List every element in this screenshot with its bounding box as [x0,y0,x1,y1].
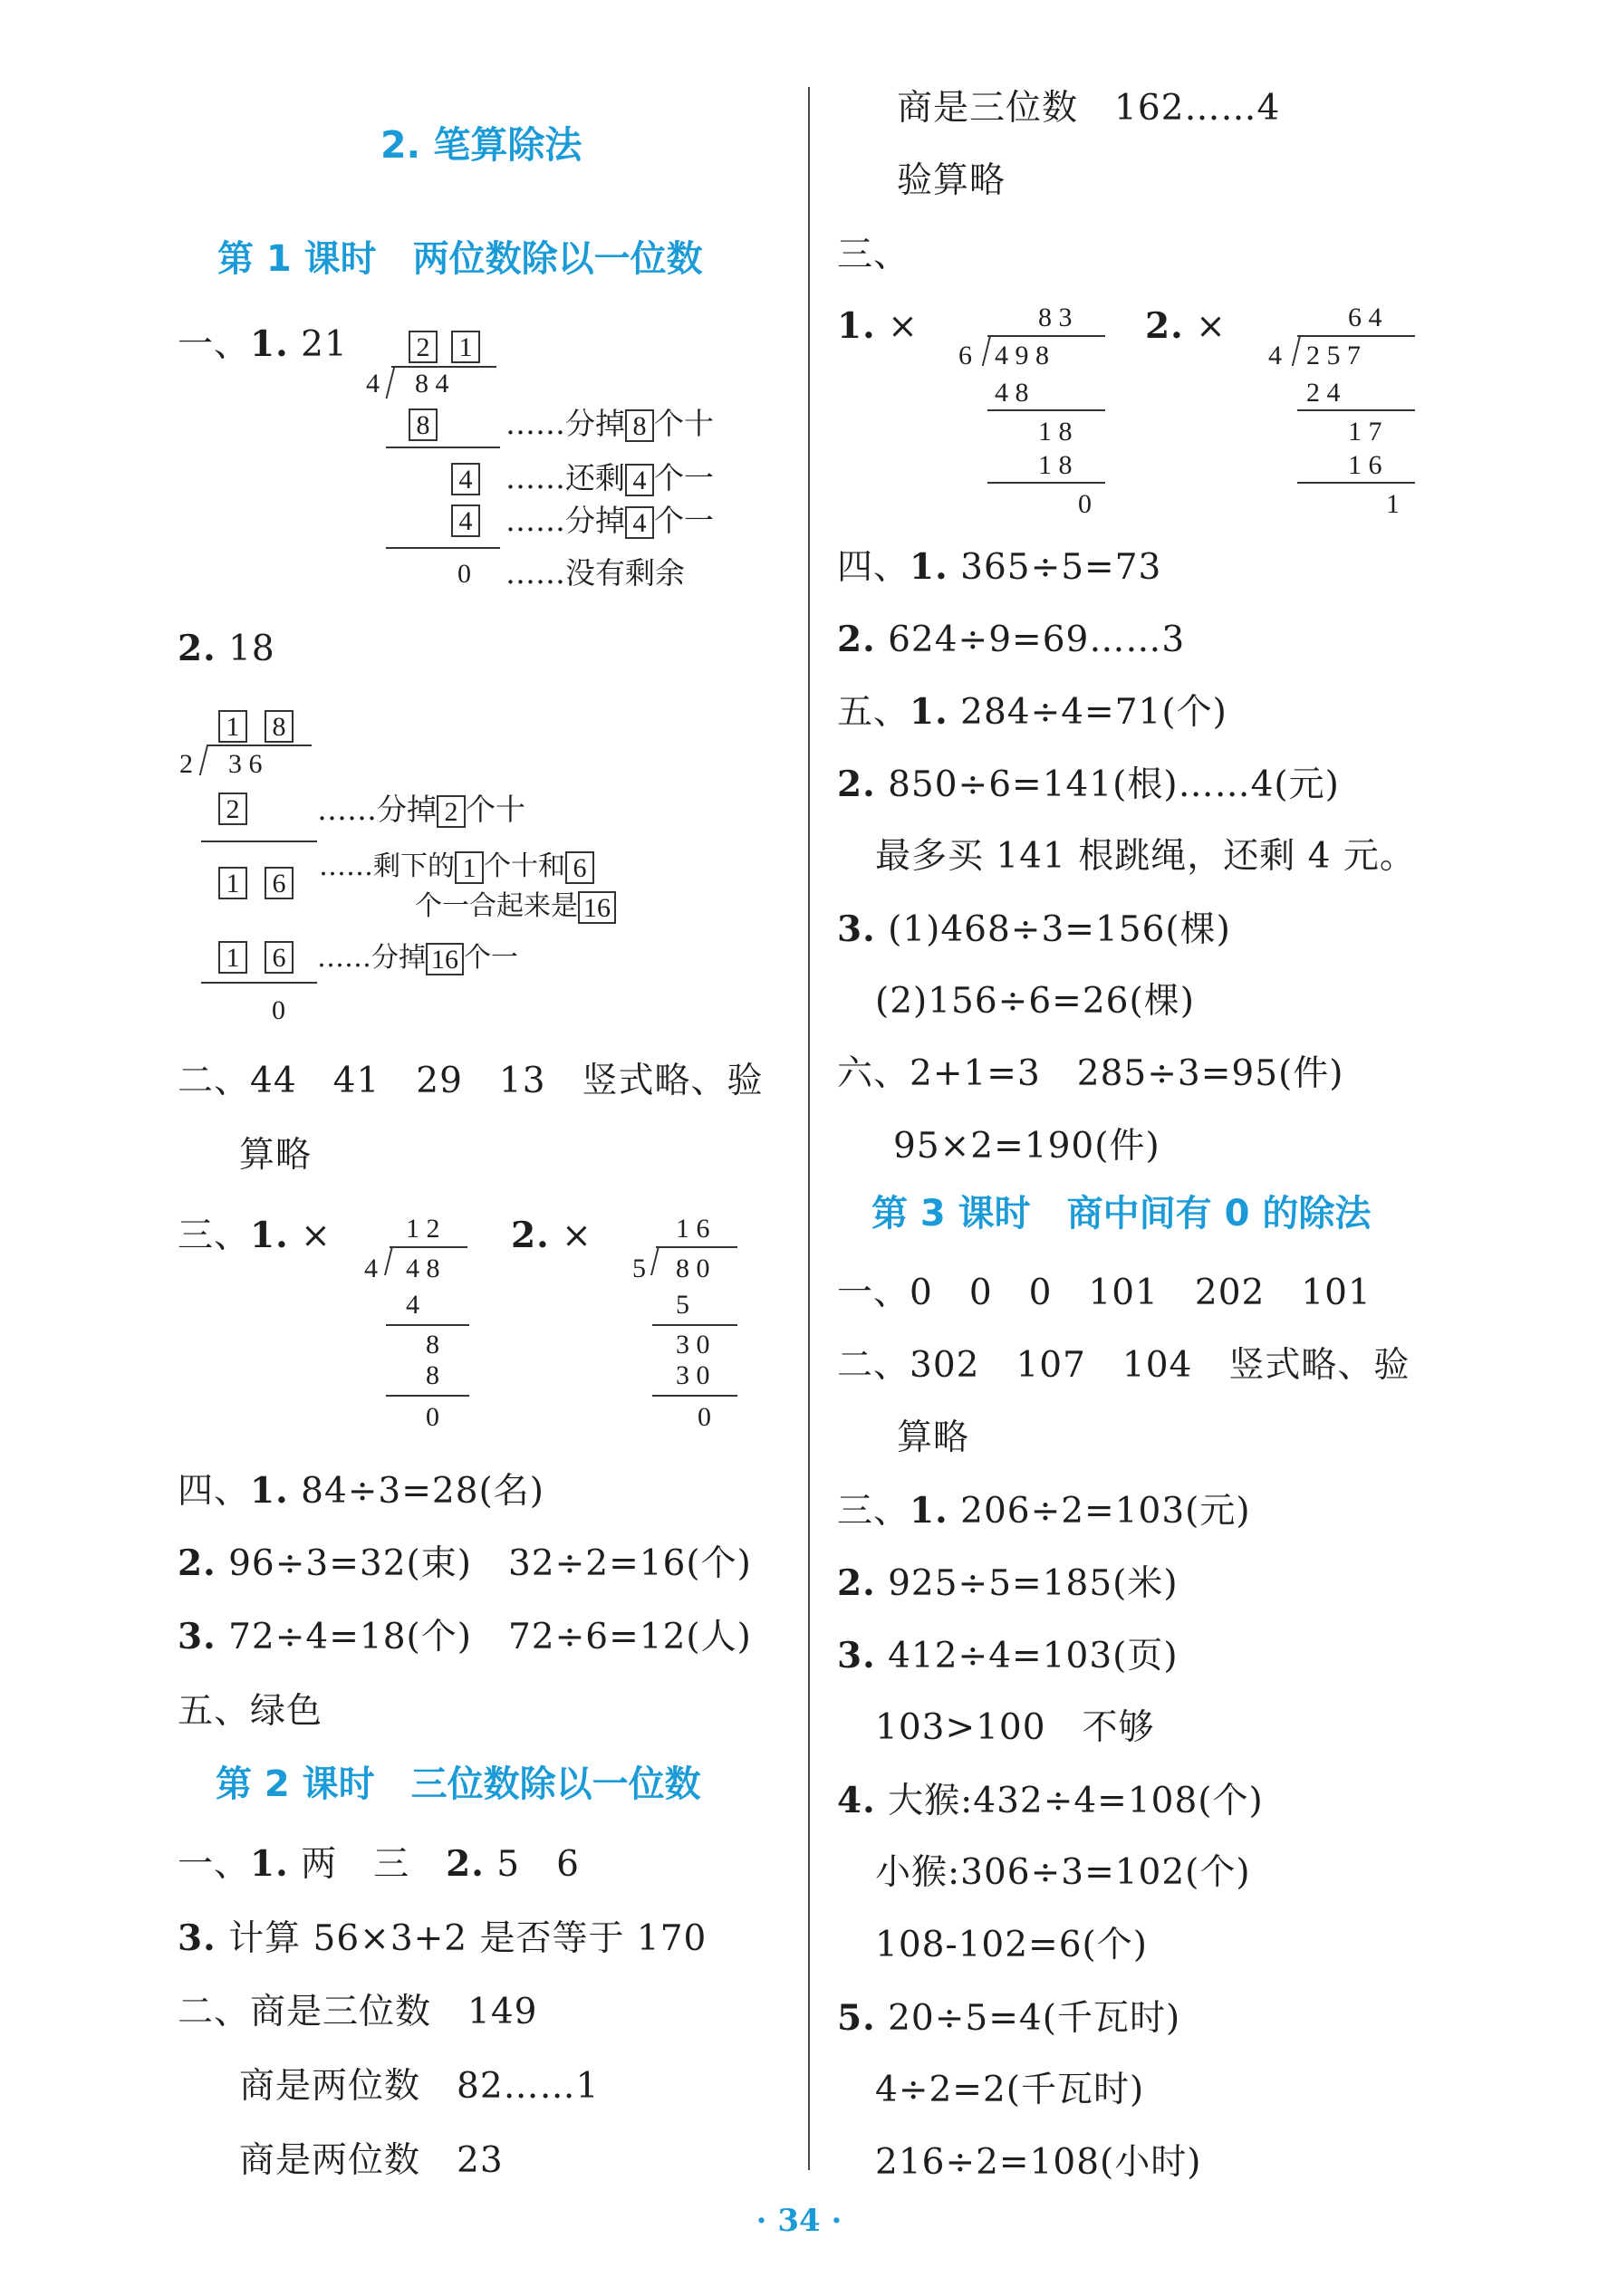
l3-part2-cont: 算略 [897,1417,970,1458]
column-divider [808,87,810,2170]
l1-part2: 二、44 41 29 13 竖式略、验 [178,1061,764,1101]
l2-line2: 3. 计算 56×3+2 是否等于 170 [178,1917,708,1959]
annotation: ……剩下的 1 个十和 6 [319,851,594,884]
l3-part3-2: 2. 925÷5=185(米) [837,1562,1179,1604]
annotation: ……分掉 16 个一 [317,942,518,975]
l3-part2: 二、302 107 104 竖式略、验 [837,1345,1410,1386]
l1-q1: 一、1. 21 [178,323,348,365]
l2-part4-2: 2. 624÷9=69……3 [837,619,1186,660]
lesson3-heading: 第 3 课时 商中间有 0 的除法 [871,1193,1372,1234]
l2-right-top-2: 验算略 [897,160,1006,201]
l2-part4-1: 四、1. 365÷5=73 [837,546,1162,588]
l2-line1: 一、1. 两 三 2. 5 6 [178,1843,580,1885]
l2-part3-label: 三、 [837,235,910,275]
l2-part2-3: 商是两位数 23 [239,2140,504,2181]
annotation: ……分掉 8 个十 [505,406,714,441]
l1-part4-2: 2. 96÷3=32(束) 32÷2=16(个) [178,1542,752,1584]
annotation: ……分掉 2 个十 [317,792,525,827]
l2-part2-2: 商是两位数 82……1 [239,2066,600,2107]
annotation: ……还剩 4 个一 [505,460,714,495]
l2-part5-1: 五、1. 284÷4=71(个) [837,691,1227,733]
l3-part3-5b: 4÷2=2(千瓦时) [875,2070,1145,2110]
annotation: 个一合起来是 16 [415,891,616,924]
l3-part3-4c: 108-102=6(个) [875,1925,1148,1965]
l1-part3: 三、1. × [178,1215,332,1256]
l2-part5-3b: (2)156÷6=26(棵) [875,981,1195,1022]
l3-part3-5c: 216÷2=108(小时) [875,2142,1202,2183]
l2-part3-1: 1. × [837,305,919,347]
l3-part3-3: 3. 412÷4=103(页) [837,1635,1179,1676]
l3-part3-3b: 103>100 不够 [875,1707,1155,1748]
l1-part4-1: 四、1. 84÷3=28(名) [178,1470,544,1512]
annotation: ……没有剩余 [505,555,685,591]
l3-part3-4: 4. 大猴:432÷4=108(个) [837,1780,1264,1821]
l1-part4-3: 3. 72÷4=18(个) 72÷6=12(人) [178,1616,752,1657]
lesson1-heading: 第 1 课时 两位数除以一位数 [217,238,703,280]
l2-part5-2b: 最多买 141 根跳绳，还剩 4 元。 [875,836,1416,877]
lesson2-heading: 第 2 课时 三位数除以一位数 [216,1763,701,1805]
l2-part2-1: 二、商是三位数 149 [178,1992,538,2032]
l1-part5: 五、绿色 [178,1691,323,1732]
l2-part5-3: 3. (1)468÷3=156(棵) [837,908,1231,950]
l2-part5-2: 2. 850÷6=141(根)……4(元) [837,764,1340,805]
l3-part3-5: 5. 20÷5=4(千瓦时) [837,1997,1181,2039]
l2-part6-1: 六、2+1=3 285÷3=95(件) [837,1053,1344,1094]
section-title: 2. 笔算除法 [380,123,582,167]
l2-part6-2: 95×2=190(件) [893,1126,1160,1167]
l2-right-top-1: 商是三位数 162……4 [897,88,1281,129]
l1-part3-2: 2. × [511,1215,592,1256]
l3-part1: 一、0 0 0 101 202 101 [837,1273,1372,1313]
l3-part3-4b: 小猴:306÷3=102(个) [875,1852,1251,1893]
l3-part3-1: 三、1. 206÷2=103(元) [837,1490,1251,1532]
l1-part2-cont: 算略 [239,1135,313,1176]
l1-q2: 2. 18 [178,628,275,669]
l2-part3-2: 2. × [1145,305,1227,347]
annotation: ……分掉 4 个一 [505,503,714,538]
page-number: · 34 · [756,2203,842,2239]
